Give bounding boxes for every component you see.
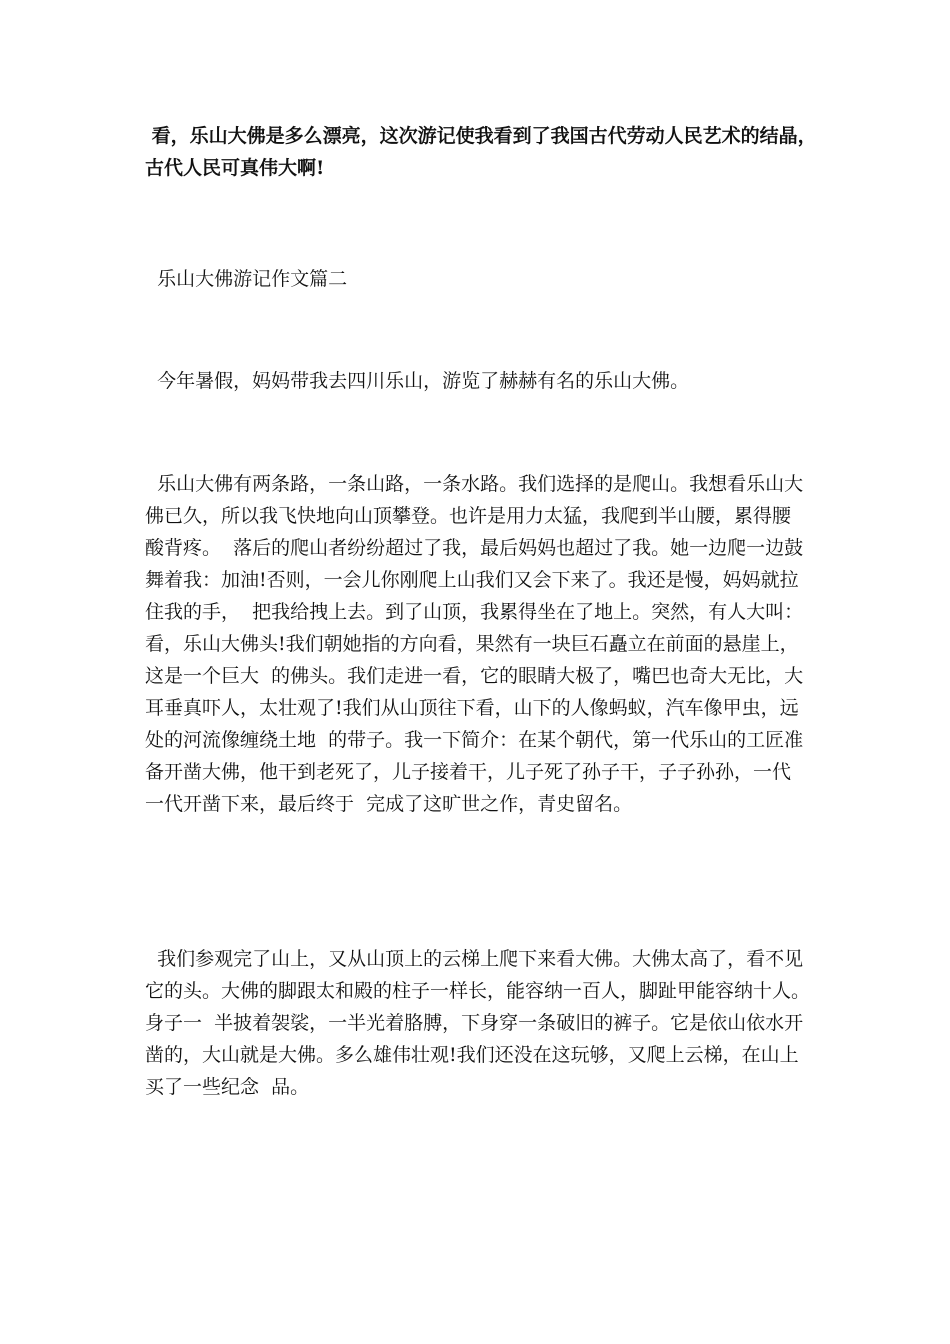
- text-line: 这是一个巨大 的佛头。我们走进一看，它的眼睛大极了，嘴巴也奇大无比，大: [145, 665, 804, 687]
- text-line: 处的河流像缠绕土地 的带子。我一下简介：在某个朝代，第一代乐山的工匠准: [145, 729, 804, 751]
- section-heading: [145, 263, 825, 295]
- text-line: 乐山大佛有两条路，一条山路，一条水路。我们选择的是爬山。我想看乐山大: [145, 473, 804, 495]
- text-line: 古代人民可真伟大啊!: [145, 157, 325, 179]
- paragraph-intro: [145, 365, 825, 397]
- text-line: 看，乐山大佛是多么漂亮，这次游记使我看到了我国古代劳动人民艺术的结晶，: [145, 125, 817, 147]
- text-line: 酸背疼。 落后的爬山者纷纷超过了我，最后妈妈也超过了我。她一边爬一边鼓: [145, 537, 804, 559]
- text-line: 我们参观完了山上，又从山顶上的云梯上爬下来看大佛。大佛太高了，看不见: [145, 948, 804, 970]
- text-line: 耳垂真吓人，太壮观了!我们从山顶往下看，山下的人像蚂蚁，汽车像甲虫，远: [145, 697, 799, 719]
- text-line: 凿的，大山就是大佛。多么雄伟壮观!我们还没在这玩够，又爬上云梯，在山上: [145, 1044, 799, 1066]
- heading-text: 乐山大佛游记作文篇二: [145, 268, 348, 290]
- text-line: 它的头。大佛的脚跟太和殿的柱子一样长，能容纳一百人，脚趾甲能容纳十人。: [145, 980, 811, 1002]
- text-line: 备开凿大佛，他干到老死了，儿子接着干，儿子死了孙子干，子子孙孙，一代: [145, 761, 792, 783]
- text-line: 住我的手， 把我给拽上去。到了山顶，我累得坐在了地上。突然，有人大叫：: [145, 601, 804, 623]
- text-line: 身子一 半披着袈裟，一半光着胳膊，下身穿一条破旧的裤子。它是依山依水开: [145, 1012, 804, 1034]
- text-line: 买了一些纪念 品。: [145, 1076, 310, 1098]
- paragraph-buddha: [145, 943, 825, 1103]
- text-line: 佛已久，所以我飞快地向山顶攀登。也许是用力太猛，我爬到半山腰，累得腰: [145, 505, 792, 527]
- text-line: 看，乐山大佛头!我们朝她指的方向看，果然有一块巨石矗立在前面的悬崖上，: [145, 633, 799, 655]
- text-line: 一代开凿下来，最后终于 完成了这旷世之作，青史留名。: [145, 793, 633, 815]
- text-line: 今年暑假，妈妈带我去四川乐山，游览了赫赫有名的乐山大佛。: [145, 370, 690, 392]
- paragraph-conclusion: [145, 120, 825, 184]
- paragraph-climb: [145, 468, 825, 820]
- text-line: 舞着我：加油!否则，一会儿你刚爬上山我们又会下来了。我还是慢，妈妈就拉: [145, 569, 799, 591]
